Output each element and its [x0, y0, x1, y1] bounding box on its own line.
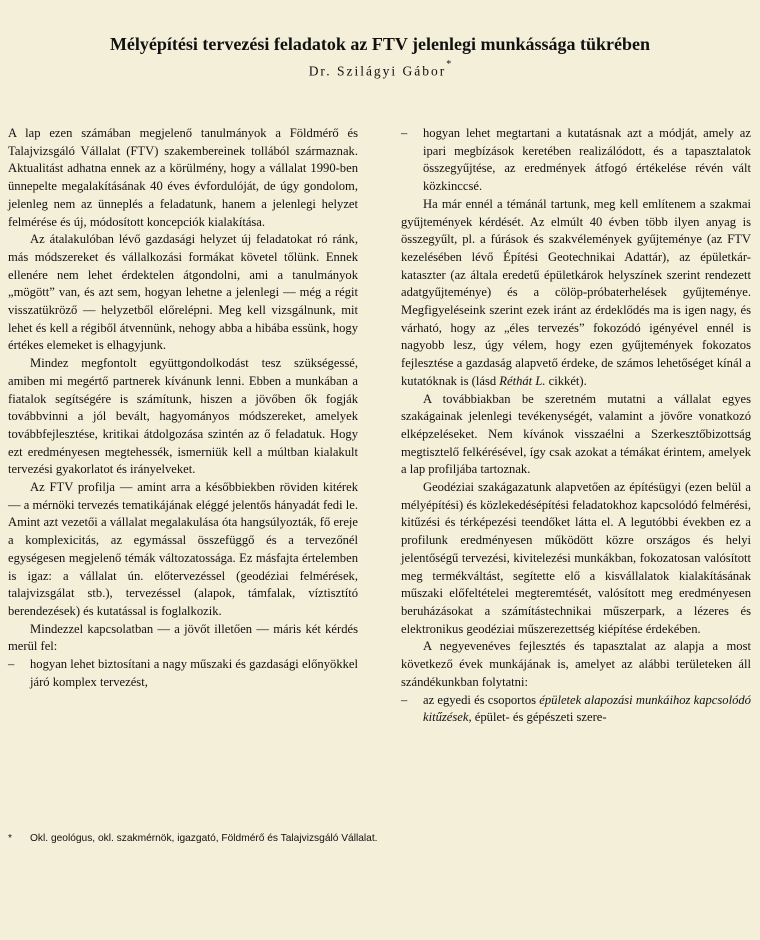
paragraph: A lap ezen számában megjelenő tanulmányok a Földmérő és Talajvizsgáló Vállalat (FTV) szakembereinek tollából származnak. Aktualitást adhatna ennek az a körülmény, hogy a vállalat 1990-ben ünnepelte megalakításának 40 éves évfordulóját, de úgy gondolom, jelenleg nem az ünneplés a feladatunk, hanem a jelenlegi helyzet felmérése és új, módosított koncepciók kialakítása.	[8, 126, 358, 229]
right-column	[401, 125, 751, 727]
paragraph: Az FTV profilja — amint arra a későbbiekben röviden kitérek — a mérnöki tervezés tematikájának eléggé jelentős hányadát fedi le. Amint azt vezetői a vállalat megalakulása óta hangsúlyozták, fő ereje a komplexicitás, az egymással összefüggő és a tervezőnél egységesen megjelenő témák változatossága. Ez másfajta értelemben is igaz: a vállalat ún. előtervezéssel (geodéziai felmérések, talajvizsgálat stb.), tervezéssel (alapok, támfalak, víztisztító berendezések) és kutatással is foglalkozik.	[8, 480, 358, 618]
footnote	[8, 832, 748, 846]
list-item-text: hogyan lehet biztosítani a nagy műszaki és gazdasági előnyökkel járó komplex tervezést,	[30, 657, 358, 689]
paragraph-text: Ha már ennél a témánál tartunk, meg kell említenem a szakmai gyűjtemények kérdését. Az elmúlt 40 évben több ilyen anyag is összegyűlt, pl. a fúrások és szakvélemények gyűjteménye (az FTV kezelésében lévő Építési Geotechnikai Adattár), az épületkár-kataszter (az általa eredetű épületkárok helyszínek szerint rendezett adatgyűjteménye) és a cölöp-próbaterhelések gyűjteménye. Megfigyeléseink szerint ezek iránt az érdeklődés ma is igen nagy, és várható, hogy az „éles tervezés” fokozódó igényével ennél is nagyobb lesz, úgy vélem, hogy ezen gyűjtemények fokozatos fejlesztése a gazdaság alapvető érdeke, de számos lehetőséget kínál a kutatóknak is (lásd	[401, 196, 751, 388]
author-name: Dr. Szilágyi Gábor	[308, 63, 447, 79]
dash-list-item	[401, 125, 751, 196]
list-item-text: hogyan lehet megtartani a kutatásnak azt a módját, amely az ipari megbízások keretében realizálódott, és a tapasztalatok összegyűjtése, az eredmények átfogó értékelése révén vált közkinccsé.	[423, 126, 751, 194]
paragraph: A továbbiakban be szeretném mutatni a vállalat egyes szakágainak jelenlegi tevékenységét, valamint a jövőre vonatkozó elképzeléseket. Nem kívánok visszaélni a Szerkesztőbizottság megtisztelő felkérésével, így csak azokat a témákat érintem, amelyek a lap profiljába tartoznak.	[401, 391, 751, 477]
left-column	[8, 125, 358, 692]
footnote-mark: *	[8, 833, 12, 844]
paragraph	[401, 196, 751, 391]
reference-author: Réthát L.	[499, 373, 546, 388]
article-title: Mélyépítési tervezési feladatok az FTV jelenlegi munkássága tükrében	[109, 34, 651, 54]
dash-mark: –	[401, 126, 408, 140]
list-item-text-end: épület- és gépészeti szere-	[474, 710, 607, 725]
article-author	[0, 59, 760, 80]
paragraph: A negyevenéves fejlesztés és tapasztalat az alapja a most következő évek munkájának is, amelyet az alábbi területeken áll szándékunkban folytatni:	[401, 639, 751, 689]
emphasized-text: épületek alapozási munkáihoz kapcsolódó kitűzések,	[423, 692, 751, 725]
paragraph: Mindez megfontolt együttgondolkodást tesz szükségessé, amiben mi megértő partnerek kívánunk lenni. Ebben a munkában a fiatalok segítségére is számítunk, hiszen a jövőben ők fogják továbbvinni a jól bevált, hagyományos módszereket, amelyek továbbfejlesztése, kritikai átdolgozása szintén az ő feladatuk. Hogy ezt eredményesen megtehessék, ismerniük kell a múltban kialakult tervezési gyakorlatot és irányelveket.	[8, 356, 358, 477]
list-item-text: az egyedi és csoportos	[423, 692, 537, 707]
dash-mark: –	[8, 657, 15, 672]
paragraph: Mindezzel kapcsolatban — a jövőt illetően — máris két kérdés merül fel:	[8, 621, 358, 654]
dash-mark: –	[401, 692, 408, 707]
dash-list-item	[8, 656, 358, 691]
dash-list-item	[401, 692, 751, 727]
paragraph-text-end: cikkét).	[548, 373, 587, 388]
footnote-text: Okl. geológus, okl. szakmérnök, igazgató, Földmérő és Talajvizsgáló Vállalat.	[30, 833, 378, 844]
paragraph: Geodéziai szakágazatunk alapvetően az építésügyi (ezen belül a mélyépítési) és közlekedésépítési feladatokhoz kapcsolódó felmérési, kitűzési és térképezési teendőket látta el. A legutóbbi években ez a profilunk eredményesen működött közre országos és helyi jelentőségű tervezési, kivitelezési munkákban, fokozatosan valósított meg termékváltást, segítette elő a kisvállalatok kialakításának műszaki előfeltételei megteremtését, valósított meg eredményesen beruházásokat a számítástechnikai műszerpark, a lézeres és elektronikus geodéziai műszerezettség kiépítése érdekében.	[401, 480, 751, 636]
paragraph: Az átalakulóban lévő gazdasági helyzet új feladatokat ró ránk, más módszereket és vállalkozási formákat követel tőlünk. Ennek ellenére nem lehet érdektelen átgondolni, ami a tanulmányok „mögött” van, és azt sem, hogyan lehetne a jelenlegi — még a régit visszatükröző — helyzetből előrelépni. Meg kell vizsgálnunk, mit lehet és kell a régiből átvennünk, nehogy abba a hibába essünk, hogy értékes elemeket is elhagyjunk.	[8, 232, 358, 353]
author-footnote-mark: *	[446, 59, 452, 70]
